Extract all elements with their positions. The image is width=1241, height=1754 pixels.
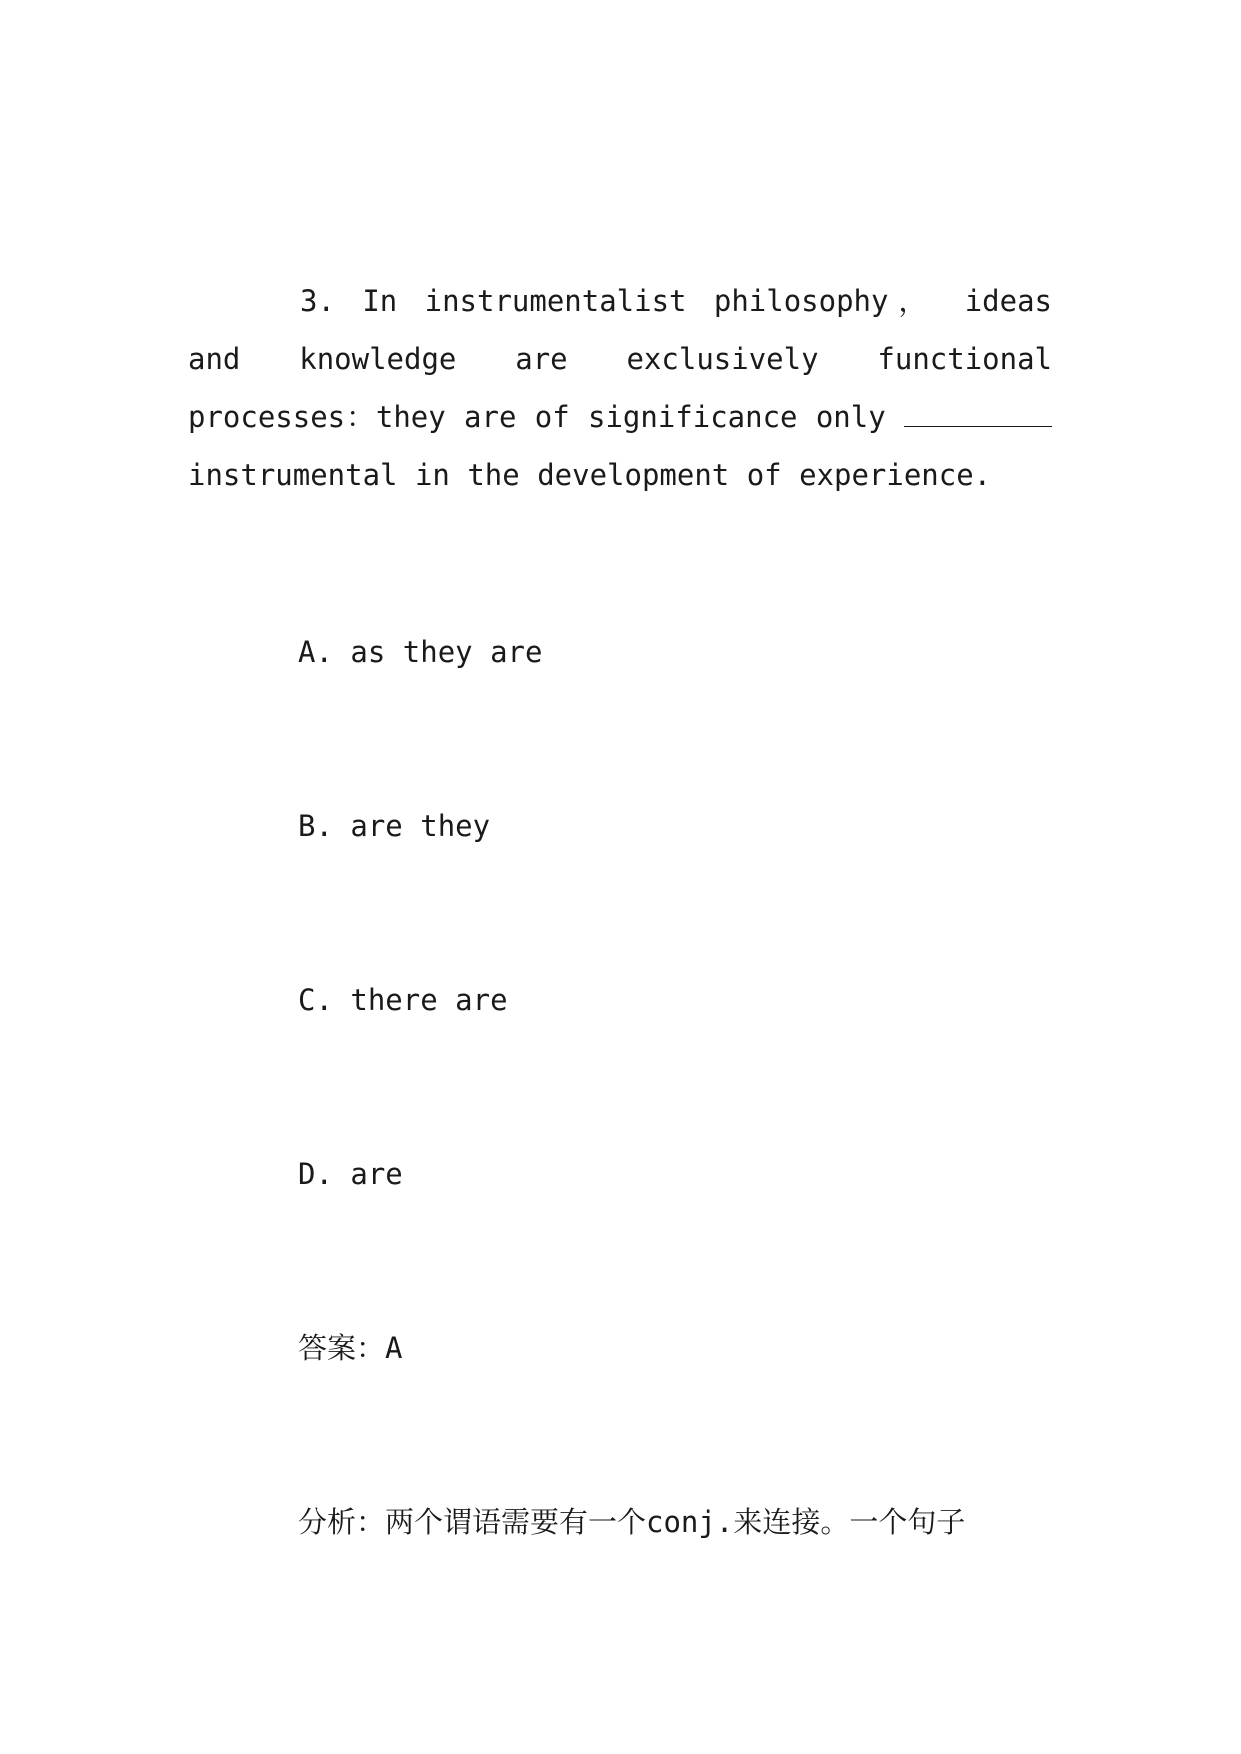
option-a-letter: A. (298, 635, 333, 669)
analysis-line (298, 1502, 1052, 1542)
option-a-text: as they are (350, 635, 543, 669)
option-c (298, 980, 508, 1020)
answer-label: 答案： (298, 1331, 386, 1365)
option-d-letter: D. (298, 1157, 333, 1191)
option-d-text: are (350, 1157, 403, 1191)
answer-line (298, 1328, 402, 1368)
analysis-label: 分析： (298, 1505, 386, 1539)
option-b-text: are they (350, 809, 491, 843)
option-c-letter: C. (298, 983, 333, 1017)
question-stem-part2: instrumental in the development of experience. (188, 458, 992, 492)
question-stem-part1: In instrumentalist philosophy， ideas and knowledge are exclusively functional processes：they are of significance only (188, 284, 1052, 434)
option-a (298, 632, 542, 672)
analysis-text: 两个谓语需要有一个conj.来连接。一个句子 (385, 1505, 966, 1539)
question-paragraph (188, 272, 1052, 504)
option-b (298, 806, 490, 846)
option-c-text: there are (350, 983, 508, 1017)
answer-value: A (385, 1331, 403, 1365)
option-b-letter: B. (298, 809, 333, 843)
option-d (298, 1154, 403, 1194)
answer-blank (904, 400, 1052, 427)
question-number: 3. (300, 284, 335, 318)
